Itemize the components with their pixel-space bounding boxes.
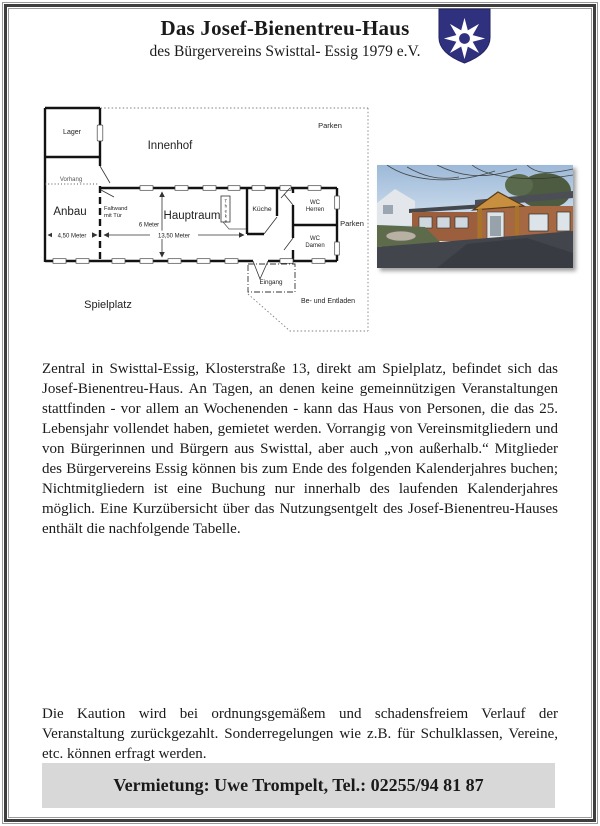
- room-label-kueche: Küche: [252, 206, 272, 213]
- room-label-anbau: Anbau: [53, 206, 87, 218]
- club-crest-icon: [437, 8, 492, 65]
- dim-label-anbau: 4,50 Meter: [57, 233, 87, 240]
- body-paragraph-1: Zentral in Swisttal-Essig, Klosterstraße 13, direkt am Spielplatz, befindet sich das Josef-Bienentreu-Haus. An Tagen, an denen keine gemeinnützigen Veranstaltungen stattfinden - vor allem an Wochenenden - kann das Haus von Personen, die das 25. Lebensjahr vollendet haben, gemietet werden. Vorrangig von Vereinsmitgliedern und von Bürgerinnen und Bürgern aus Swisttal, aber auch „von außerhalb.“ Mitglieder des Bürgervereins Essig können bis zum Ende des folgenden Kalenderjahres buchen; Nichtmitgliedern ist eine Buchung nur innerhalb des laufenden Kalenderjahres möglich. Eine Kurzübersicht über das Nutzungsentgelt des Josef-Bienentreu-Hauses enthält die nachfolgende Tabelle.: [42, 361, 558, 537]
- room-label-lager: Lager: [63, 129, 81, 136]
- floor-plan: [40, 98, 376, 338]
- dim-label-hauptraum-tiefe: 6 Meter: [138, 222, 160, 229]
- building-photo: [377, 165, 573, 268]
- label-vorhang: Vorhang: [59, 177, 83, 183]
- rental-contact-banner: Vermietung: Uwe Trompelt, Tel.: 02255/94 81 87: [42, 763, 555, 808]
- area-label-parken-top: Parken: [318, 121, 342, 130]
- entrance-area-outline: [248, 264, 295, 292]
- label-eingang: Eingang: [259, 279, 283, 286]
- area-label-spielplatz: Spielplatz: [84, 299, 132, 311]
- room-label-wc-herren-2: Herren: [305, 207, 325, 213]
- area-label-innenhof: Innenhof: [147, 140, 193, 152]
- room-label-wc-damen-1: WC: [310, 236, 320, 242]
- body-paragraph-2: Die Kaution wird bei ordnungsgemäßem und schadensfreiem Verlauf der Veranstaltung zurückgezahlt. Sonderregelungen wie z.B. für Schulklassen, Vereine, etc. können erfragt werden.: [42, 706, 558, 762]
- plan-windows: [53, 125, 339, 263]
- bar-counter-label: Theke: [223, 198, 229, 224]
- room-label-wc-damen-2: Damen: [305, 243, 325, 249]
- area-label-parken-right: Parken: [340, 219, 364, 228]
- dim-label-hauptraum-breite: 13,50 Meter: [157, 233, 191, 240]
- label-faltwand-2: mit Tür: [104, 213, 122, 219]
- room-label-wc-herren-1: WC: [310, 200, 320, 206]
- page-title: Das Josef-Bienentreu-Haus: [160, 16, 410, 40]
- page-subtitle: des Bürgervereins Swisttal- Essig 1979 e.V.: [149, 43, 421, 60]
- room-label-hauptraum: Hauptraum: [163, 210, 221, 222]
- label-be-und-entladen: Be- und Entladen: [300, 298, 356, 305]
- label-faltwand-1: Faltwand: [104, 206, 128, 212]
